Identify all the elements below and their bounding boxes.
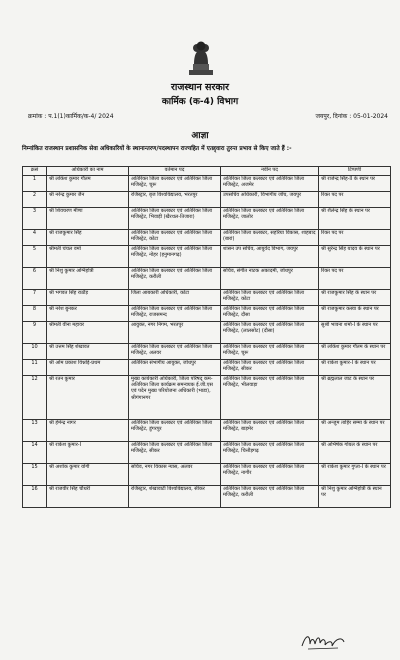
header-name: अधिकारी का नाम	[47, 167, 129, 176]
table-row	[23, 360, 391, 376]
officer-name: श्री राजवीर सिंह चौधरी	[47, 486, 129, 508]
header-current-post: वर्तमान पद	[129, 167, 221, 176]
row-number: 15	[23, 464, 47, 486]
new-post: अतिरिक्त जिला कलक्टर एवं अतिरिक्त जिला मजिस्ट्रेट, नागौर	[221, 464, 319, 486]
row-number: 7	[23, 290, 47, 306]
row-number: 2	[23, 192, 47, 208]
table-header-row	[23, 167, 391, 176]
transfer-table	[22, 166, 391, 508]
row-number: 5	[23, 246, 47, 268]
current-post: जिला आबकारी अधिकारी, कोटा	[129, 290, 221, 306]
officer-name: श्री ओम प्रकाश विश्नोई-प्रथम	[47, 360, 129, 376]
officer-name: श्रीमती वीना महावर	[47, 322, 129, 344]
header-new-post: नवीन पद	[221, 167, 319, 176]
remark: श्री राजकुमार सिंह के स्थान पर	[319, 290, 391, 306]
table-row	[23, 246, 391, 268]
officer-name: श्री नरेश बुनकर	[47, 306, 129, 322]
new-post: अतिरिक्त जिला कलक्टर एवं अतिरिक्त जिला मजिस्ट्रेट, चूरू	[221, 344, 319, 360]
officer-name: श्री अशोक कुमार योगी	[47, 464, 129, 486]
officer-name: श्री लोकेश कुमार गौतम	[47, 176, 129, 192]
new-post: अतिरिक्त जिला कलक्टर एवं अतिरिक्त जिला मजिस्ट्रेट, कोटा	[221, 290, 319, 306]
current-post: अतिरिक्त जिला कलक्टर एवं अतिरिक्त जिला मजिस्ट्रेट, नोहर (हनुमानगढ़)	[129, 246, 221, 268]
officer-name: श्री उत्तम सिंह शेखावत	[47, 344, 129, 360]
current-post: अतिरिक्त जिला कलक्टर एवं अतिरिक्त जिला मजिस्ट्रेट, करौली	[129, 268, 221, 290]
current-post: आयुक्त, नगर निगम, भरतपुर	[129, 322, 221, 344]
current-post: अतिरिक्त जिला कलक्टर एवं अतिरिक्त जिला मजिस्ट्रेट, भिवाड़ी (खैरथल-तिजारा)	[129, 208, 221, 230]
remark: श्री लोकेश कुमार गौतम के स्थान पर	[319, 344, 391, 360]
remark: रिक्त पद पर	[319, 268, 391, 290]
order-title: आज्ञा	[191, 131, 209, 141]
new-post: अतिरिक्त जिला कलक्टर एवं अतिरिक्त जिला मजिस्ट्रेट, चित्तौड़गढ़	[221, 442, 319, 464]
officer-name: श्री भगवत सिंह राठौड़	[47, 290, 129, 306]
row-number: 12	[23, 376, 47, 420]
new-post: अतिरिक्त जिला कलक्टर एवं अतिरिक्त जिला मजिस्ट्रेट, जालोर	[221, 208, 319, 230]
header-remark: टिप्पणी	[319, 167, 391, 176]
table-row	[23, 376, 391, 420]
header-sn: क्रसं	[23, 167, 47, 176]
table-row	[23, 442, 391, 464]
row-number: 9	[23, 322, 47, 344]
row-number: 1	[23, 176, 47, 192]
table-row	[23, 322, 391, 344]
department-title: कार्मिक (क-4) विभाग	[161, 97, 239, 107]
table-row	[23, 464, 391, 486]
reference-line	[28, 112, 388, 120]
new-post: सचिव, संगीत नाटक अकादमी, जोधपुर	[221, 268, 319, 290]
new-post: अतिरिक्त जिला कलक्टर एवं अतिरिक्त जिला मजिस्ट्रेट, करौली	[221, 486, 319, 508]
remark: श्री शैलेन्द्र सिंह के स्थान पर	[319, 208, 391, 230]
reference-number: क्रमांक : प.1(1)कार्मिक/क-4/ 2024	[28, 113, 114, 120]
handwritten-signature-icon	[298, 628, 348, 654]
remark: श्री निशु कुमार अग्निहोत्री के स्थान पर	[319, 486, 391, 508]
remark: रिक्त पद पर	[319, 230, 391, 246]
officer-name: श्री रतन कुमार	[47, 376, 129, 420]
officer-name: श्रीमती चंचल वर्मा	[47, 246, 129, 268]
current-post: अतिरिक्त संभागीय आयुक्त, जोधपुर	[129, 360, 221, 376]
new-post: अतिरिक्त जिला कलक्टर एवं अतिरिक्त जिला मजिस्ट्रेट, अजमेर	[221, 176, 319, 192]
table-row	[23, 208, 391, 230]
remark: श्री अन्जुम ताहिर सम्मा के स्थान पर	[319, 420, 391, 442]
new-post: अतिरिक्त जिला कलक्टर एवं अतिरिक्त जिला मजिस्ट्रेट, बाड़मेर	[221, 420, 319, 442]
new-post: अतिरिक्त जिला कलक्टर एवं अतिरिक्त जिला मजिस्ट्रेट, (लालसोट) (दौसा)	[221, 322, 319, 344]
current-post: रजिस्ट्रार, बृज विश्वविद्यालय, भरतपुर	[129, 192, 221, 208]
remark: श्री राजकुमार कस्वा के स्थान पर	[319, 306, 391, 322]
current-post: अतिरिक्त जिला कलक्टर एवं अतिरिक्त जिला मजिस्ट्रेट, राजसमन्द	[129, 306, 221, 322]
row-number: 11	[23, 360, 47, 376]
table-row	[23, 344, 391, 360]
current-post: अतिरिक्त जिला कलक्टर एवं अतिरिक्त जिला मजिस्ट्रेट, कोटा	[129, 230, 221, 246]
table-row	[23, 486, 391, 508]
current-post: अतिरिक्त जिला कलक्टर एवं अतिरिक्त जिला मजिस्ट्रेट, अलवर	[129, 344, 221, 360]
government-title: राजस्थान सरकार	[171, 82, 229, 93]
current-post: अतिरिक्त जिला कलक्टर एवं अतिरिक्त जिला मजिस्ट्रेट, चूरू	[129, 176, 221, 192]
table-row	[23, 176, 391, 192]
new-post: उपसचिव अधिकारी, विभागीय जाँच, जयपुर	[221, 192, 319, 208]
officer-name: श्री शिवचरण मीणा	[47, 208, 129, 230]
current-post: अतिरिक्त जिला कलक्टर एवं अतिरिक्त जिला मजिस्ट्रेट, डूंगरपुर	[129, 420, 221, 442]
row-number: 13	[23, 420, 47, 442]
order-intro: निम्नांकित राजस्थान प्रशासनिक सेवा अधिकारियों के स्थानान्तरण/पदस्थापन राज्यहित में एतद्द्वारा तुरन्त प्रभाव से किए जाते हैं :-	[22, 146, 292, 152]
remark: श्री राकेश कुमार गुप्ता-I के स्थान पर	[319, 464, 391, 486]
row-number: 14	[23, 442, 47, 464]
officer-name: श्री निशु कुमार अग्निहोत्री	[47, 268, 129, 290]
state-emblem-icon	[186, 40, 216, 78]
officer-name: श्री हेमेन्द्र नागर	[47, 420, 129, 442]
row-number: 3	[23, 208, 47, 230]
current-post: रजिस्ट्रार, शेखावाटी विश्वविद्यालय, सीकर	[129, 486, 221, 508]
table-row	[23, 268, 391, 290]
remark: रिक्त पद पर	[319, 192, 391, 208]
row-number: 16	[23, 486, 47, 508]
table-row	[23, 306, 391, 322]
current-post: मुख्य कार्यकारी अधिकारी, जिला परिषद् कम- अतिरिक्त जिला कार्यक्रम समन्वयक ई.जी.एस एवं पदेन मुख्य परियोजना अधिकारी (भाडा), श्रीगंगानगर	[129, 376, 221, 420]
remark: सुश्री भावना शर्मा-I के स्थान पर	[319, 322, 391, 344]
new-post: शासन उप सचिव, आयुर्वेद विभाग, जयपुर	[221, 246, 319, 268]
table-row	[23, 290, 391, 306]
row-number: 10	[23, 344, 47, 360]
remark: श्री सुरेन्द्र सिंह यादव के स्थान पर	[319, 246, 391, 268]
remark: श्री ब्रह्मलाल जाट के स्थान पर	[319, 376, 391, 420]
officer-name: श्री राजकुमार सिंह	[47, 230, 129, 246]
row-number: 8	[23, 306, 47, 322]
officer-name: श्री राकेश कुमार-I	[47, 442, 129, 464]
new-post: अतिरिक्त जिला कलक्टर, सहरिया विकास, शाहबाद (बारां)	[221, 230, 319, 246]
row-number: 4	[23, 230, 47, 246]
table-row	[23, 192, 391, 208]
current-post: अतिरिक्त जिला कलक्टर एवं अतिरिक्त जिला मजिस्ट्रेट, सीकर	[129, 442, 221, 464]
remark: श्री अभिषेक गोयल के स्थान पर	[319, 442, 391, 464]
current-post: सचिव, नगर विकास न्यास, अलवर	[129, 464, 221, 486]
row-number: 6	[23, 268, 47, 290]
remark: श्री राकेश कुमार-I के स्थान पर	[319, 360, 391, 376]
table-row	[23, 230, 391, 246]
table-row	[23, 420, 391, 442]
place-date: जयपुर, दिनांक : 05-01-2024	[315, 113, 388, 120]
officer-name: श्री नरेन्द्र कुमार जैन	[47, 192, 129, 208]
new-post: अतिरिक्त जिला कलक्टर एवं अतिरिक्त जिला मजिस्ट्रेट, सीकर	[221, 360, 319, 376]
new-post: अतिरिक्त जिला कलक्टर एवं अतिरिक्त जिला मजिस्ट्रेट, दौसा	[221, 306, 319, 322]
new-post: अतिरिक्त जिला कलक्टर एवं अतिरिक्त जिला मजिस्ट्रेट, भीलवाड़ा	[221, 376, 319, 420]
remark: श्री राजेन्द्र सिंह-II के स्थान पर	[319, 176, 391, 192]
